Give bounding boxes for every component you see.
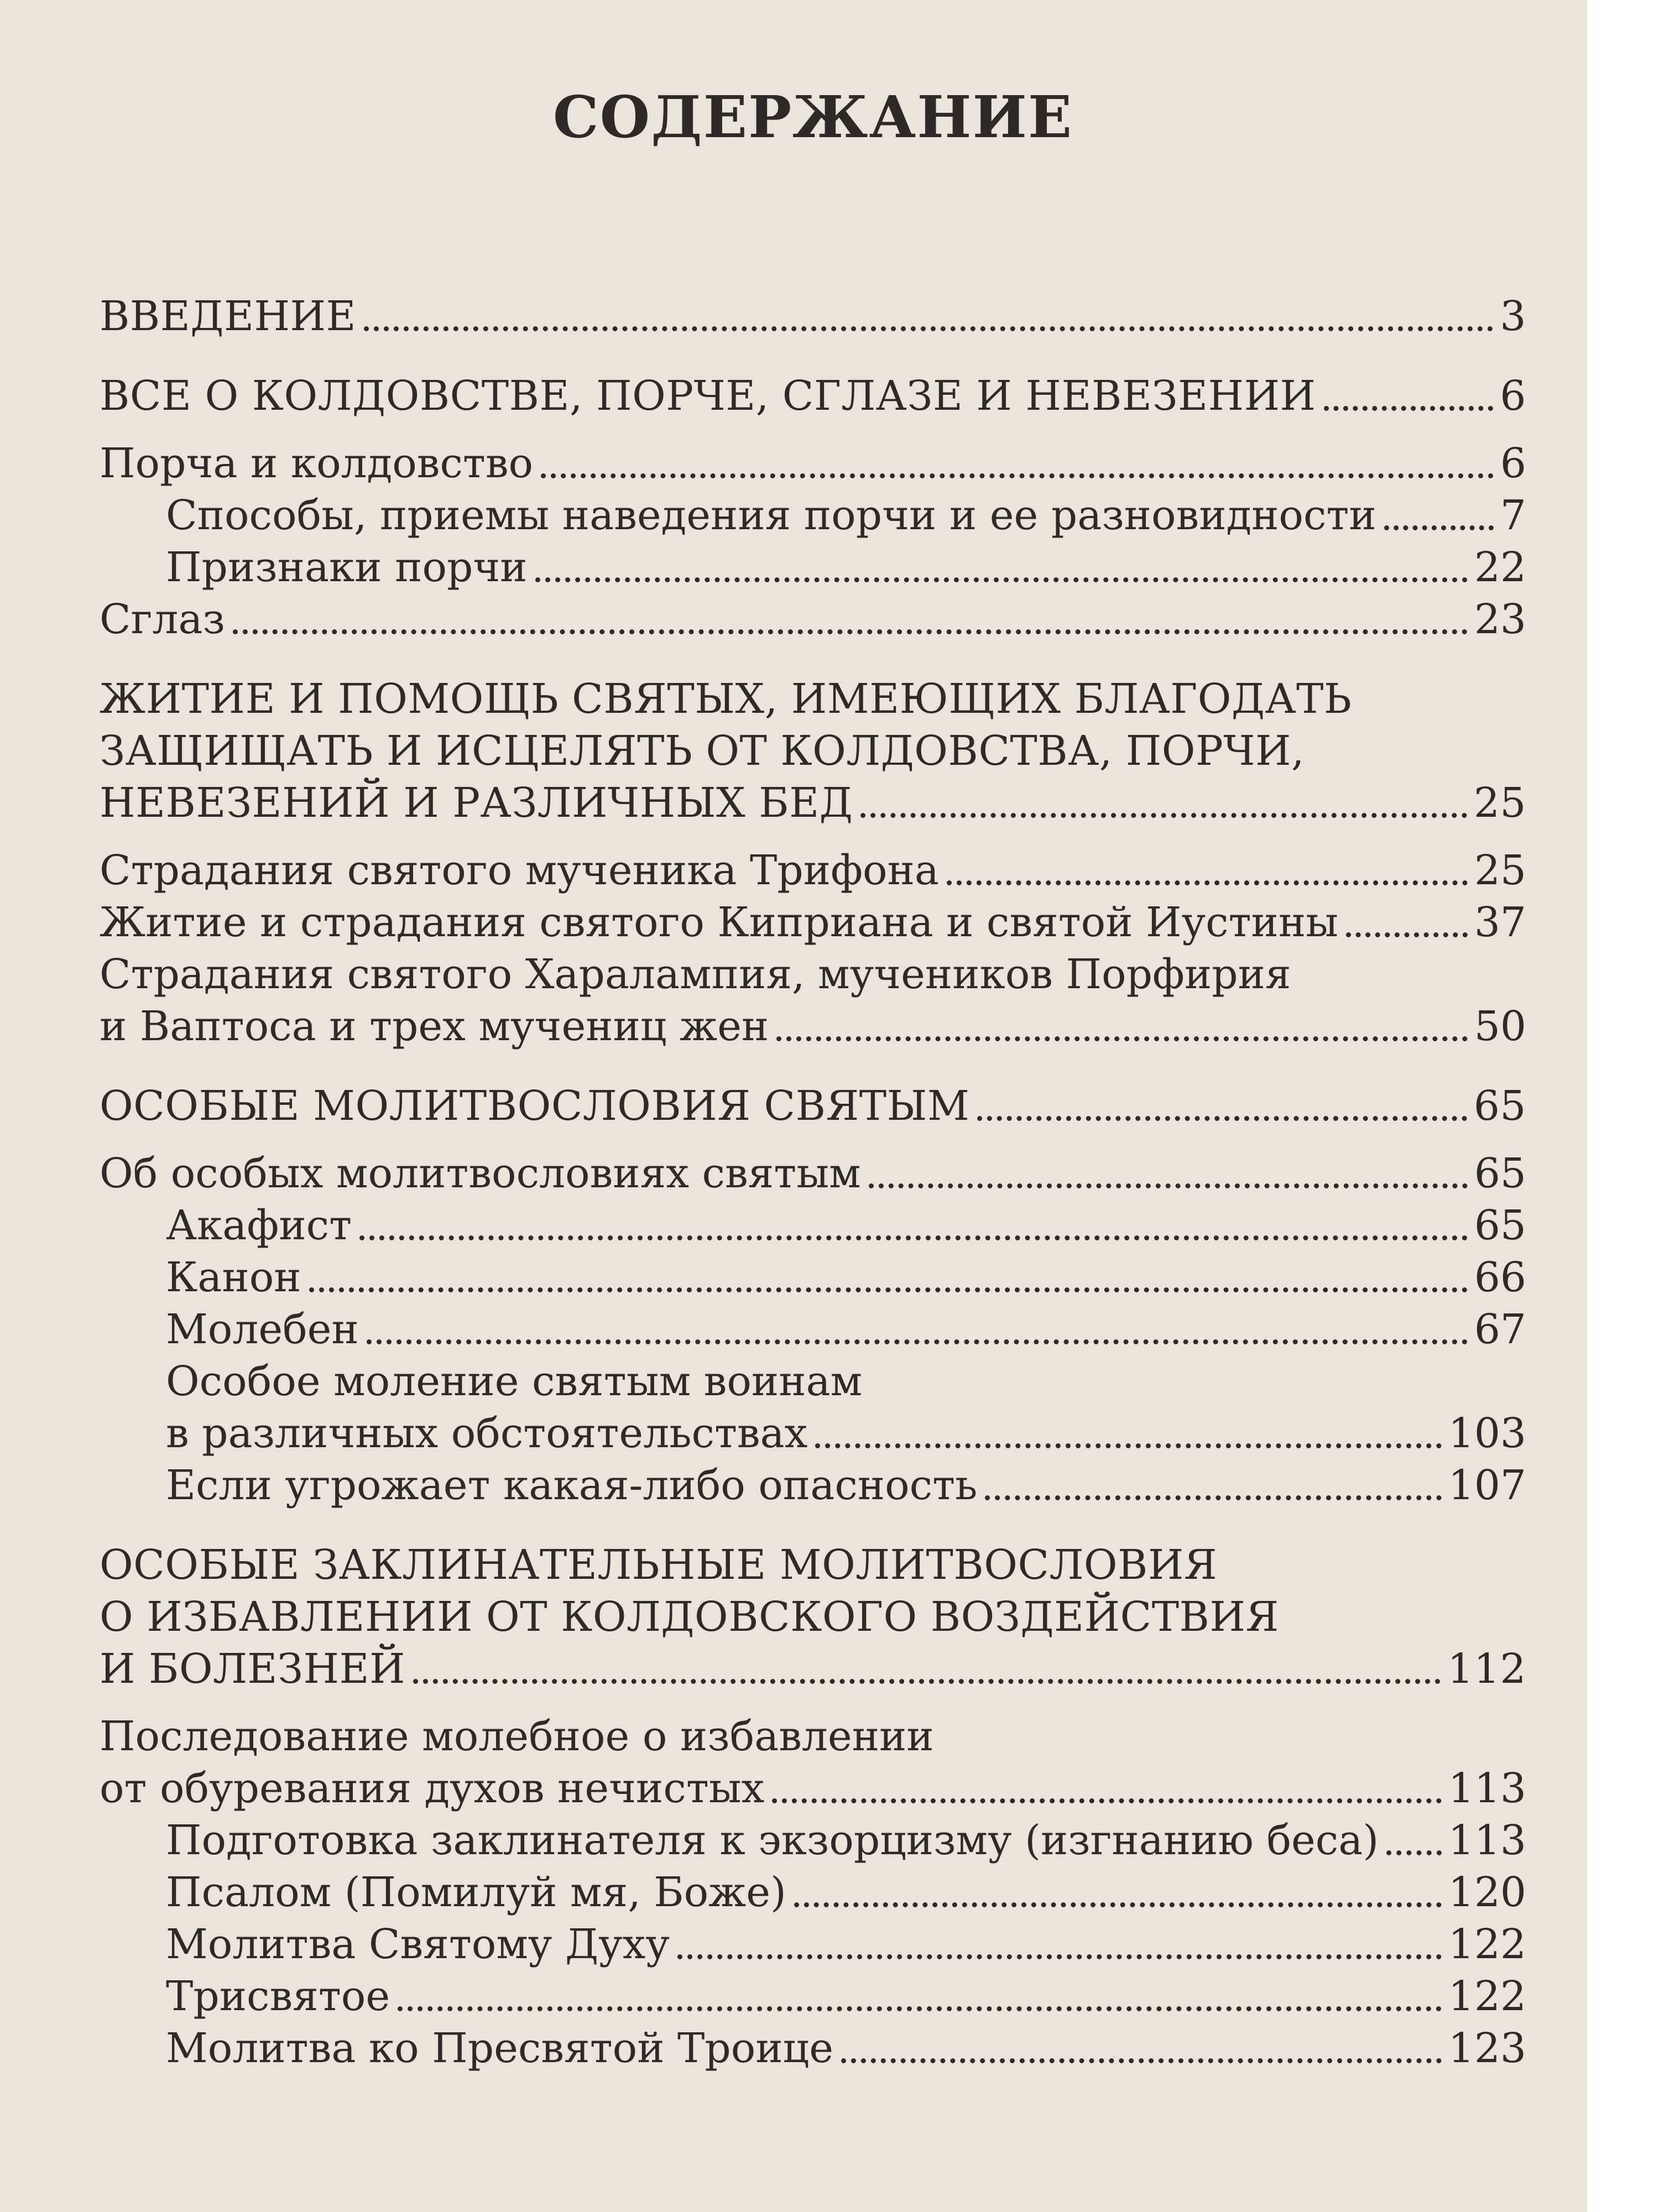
toc-entry-title: ОСОБЫЕ ЗАКЛИНАТЕЛЬНЫЕ МОЛИТВОСЛОВИЯ bbox=[100, 1541, 1218, 1589]
toc-entry bbox=[100, 1762, 1526, 1814]
toc-list bbox=[100, 290, 1526, 2074]
dot-leader bbox=[309, 1287, 1468, 1292]
toc-entry bbox=[100, 437, 1526, 489]
toc-entry-title: Сглаз bbox=[100, 595, 225, 643]
toc-entry-line bbox=[100, 948, 1526, 1000]
dot-leader bbox=[359, 1235, 1468, 1240]
toc-page-number: 65 bbox=[1473, 1082, 1526, 1130]
toc-page-number: 25 bbox=[1473, 779, 1526, 827]
dot-leader bbox=[841, 2058, 1442, 2063]
toc-entry-title: Страдания святого мученика Трифона bbox=[100, 846, 940, 894]
toc-page-number: 113 bbox=[1448, 1816, 1526, 1864]
toc-entry-line bbox=[100, 1539, 1526, 1591]
dot-leader bbox=[1384, 525, 1494, 530]
dot-leader bbox=[815, 1443, 1441, 1448]
dot-leader bbox=[1324, 406, 1494, 411]
toc-page-number: 3 bbox=[1500, 292, 1526, 340]
toc-entry bbox=[100, 290, 1526, 342]
toc-entry-title: Молитва ко Пресвятой Троице bbox=[166, 2024, 834, 2072]
toc-page-number: 23 bbox=[1474, 595, 1526, 643]
toc-entry bbox=[100, 1080, 1526, 1132]
toc-entry-title: Молитва Святому Духу bbox=[166, 1920, 670, 1968]
toc-entry bbox=[100, 1918, 1526, 1970]
toc-entry-title: Молебен bbox=[166, 1305, 359, 1353]
dot-leader bbox=[869, 1183, 1468, 1188]
toc-entry-title: от обуревания духов нечистых bbox=[100, 1764, 765, 1812]
toc-entry-title: Об особых молитвословиях святым bbox=[100, 1149, 861, 1197]
toc-entry bbox=[100, 593, 1526, 645]
toc-page-number: 7 bbox=[1500, 491, 1526, 539]
toc-entry-line bbox=[100, 1710, 1526, 1762]
toc-entry bbox=[100, 896, 1526, 948]
toc-entry bbox=[100, 2022, 1526, 2074]
toc-entry bbox=[100, 489, 1526, 541]
toc-page-number: 122 bbox=[1448, 1920, 1526, 1968]
toc-entry-line bbox=[100, 673, 1526, 725]
toc-entry-title: Если угрожает какая-либо опасность bbox=[166, 1461, 978, 1509]
toc-entry bbox=[100, 1814, 1526, 1866]
toc-entry-line bbox=[100, 725, 1526, 777]
toc-entry bbox=[100, 1199, 1526, 1251]
toc-entry-title: О ИЗБАВЛЕНИИ ОТ КОЛДОВСКОГО ВОЗДЕЙСТВИЯ bbox=[100, 1593, 1279, 1641]
toc-page-number: 113 bbox=[1448, 1764, 1526, 1812]
toc-entry-title: и Ваптоса и трех мучениц жен bbox=[100, 1002, 769, 1050]
toc-entry bbox=[100, 777, 1526, 829]
dot-leader bbox=[794, 1902, 1442, 1907]
toc-entry-title: ЖИТИЕ И ПОМОЩЬ СВЯТЫХ, ИМЕЮЩИХ БЛАГОДАТЬ bbox=[100, 675, 1352, 723]
toc-entry-title: Особое моление святым воинам bbox=[166, 1357, 863, 1405]
toc-entry bbox=[100, 1970, 1526, 2022]
toc-entry bbox=[100, 1459, 1526, 1511]
dot-leader bbox=[985, 1495, 1441, 1500]
dot-leader bbox=[367, 1339, 1468, 1344]
dot-leader bbox=[413, 1679, 1441, 1684]
toc-entry-title: Псалом (Помилуй мя, Боже) bbox=[166, 1868, 786, 1916]
toc-entry-line bbox=[100, 1591, 1526, 1643]
toc-page-number: 22 bbox=[1474, 543, 1526, 591]
toc-page-number: 6 bbox=[1500, 439, 1526, 487]
toc-entry-title: НЕВЕЗЕНИЙ И РАЗЛИЧНЫХ БЕД bbox=[100, 779, 853, 827]
toc-entry-title: Канон bbox=[166, 1253, 301, 1301]
dot-leader bbox=[535, 577, 1468, 582]
toc-entry-title: Акафист bbox=[166, 1201, 352, 1249]
toc-entry-title: ОСОБЫЕ МОЛИТВОСЛОВИЯ СВЯТЫМ bbox=[100, 1082, 970, 1130]
toc-entry-title: Подготовка заклинателя к экзорцизму (изгнанию беса) bbox=[166, 1816, 1379, 1864]
toc-entry bbox=[100, 1251, 1526, 1303]
dot-leader bbox=[364, 326, 1493, 331]
table-of-contents bbox=[100, 83, 1526, 2074]
toc-entry bbox=[100, 1147, 1526, 1199]
toc-entry-title: в различных обстоятельствах bbox=[166, 1409, 808, 1457]
toc-page-number: 107 bbox=[1448, 1461, 1526, 1509]
dot-leader bbox=[233, 629, 1468, 634]
toc-page-number: 37 bbox=[1474, 898, 1526, 946]
dot-leader bbox=[860, 813, 1467, 818]
dot-leader bbox=[977, 1116, 1467, 1121]
toc-entry bbox=[100, 1407, 1526, 1459]
toc-entry-title: Признаки порчи bbox=[166, 543, 528, 591]
page-title: СОДЕРЖАНИЕ bbox=[552, 83, 1073, 151]
dot-leader bbox=[1346, 932, 1468, 937]
toc-entry bbox=[100, 541, 1526, 593]
toc-page-number: 66 bbox=[1474, 1253, 1526, 1301]
dot-leader bbox=[1386, 1850, 1442, 1855]
toc-entry-title: ВВЕДЕНИЕ bbox=[100, 292, 357, 340]
toc-entry bbox=[100, 370, 1526, 422]
toc-page-number: 67 bbox=[1474, 1305, 1526, 1353]
toc-page-number: 112 bbox=[1447, 1645, 1526, 1693]
dot-leader bbox=[947, 880, 1468, 885]
toc-page-number: 65 bbox=[1474, 1201, 1526, 1249]
dot-leader bbox=[776, 1036, 1468, 1041]
toc-page-number: 123 bbox=[1448, 2024, 1526, 2072]
toc-entry-title: Порча и колдовство bbox=[100, 439, 534, 487]
scan-margin bbox=[1587, 0, 1659, 2212]
toc-page-number: 103 bbox=[1448, 1409, 1526, 1457]
toc-entry-title: Страдания святого Харалампия, мучеников Порфирия bbox=[100, 950, 1291, 998]
dot-leader bbox=[398, 2006, 1442, 2011]
toc-page-number: 50 bbox=[1474, 1002, 1526, 1050]
toc-entry bbox=[100, 1643, 1526, 1695]
toc-entry-title: Трисвятое bbox=[166, 1972, 390, 2020]
toc-entry-title: ЗАЩИЩАТЬ И ИСЦЕЛЯТЬ ОТ КОЛДОВСТВА, ПОРЧИ, bbox=[100, 727, 1305, 775]
toc-page-number: 122 bbox=[1448, 1972, 1526, 2020]
toc-entry-title: Житие и страдания святого Киприана и святой Иустины bbox=[100, 898, 1339, 946]
toc-entry-line bbox=[100, 1355, 1526, 1407]
toc-page-number: 120 bbox=[1448, 1868, 1526, 1916]
toc-entry bbox=[100, 1866, 1526, 1918]
dot-leader bbox=[541, 473, 1494, 478]
toc-entry-title: Последование молебное о избавлении bbox=[100, 1712, 934, 1760]
dot-leader bbox=[677, 1954, 1442, 1959]
toc-entry bbox=[100, 1000, 1526, 1052]
toc-entry-title: И БОЛЕЗНЕЙ bbox=[100, 1645, 406, 1693]
toc-page-number: 6 bbox=[1500, 372, 1526, 420]
toc-entry bbox=[100, 1303, 1526, 1355]
dot-leader bbox=[772, 1798, 1441, 1803]
toc-page-number: 65 bbox=[1474, 1149, 1526, 1197]
toc-entry bbox=[100, 844, 1526, 896]
toc-entry-title: Способы, приемы наведения порчи и ее разновидности bbox=[166, 491, 1376, 539]
toc-entry-title: ВСЕ О КОЛДОВСТВЕ, ПОРЧЕ, СГЛАЗЕ И НЕВЕЗЕНИИ bbox=[100, 372, 1316, 420]
toc-page-number: 25 bbox=[1474, 846, 1526, 894]
